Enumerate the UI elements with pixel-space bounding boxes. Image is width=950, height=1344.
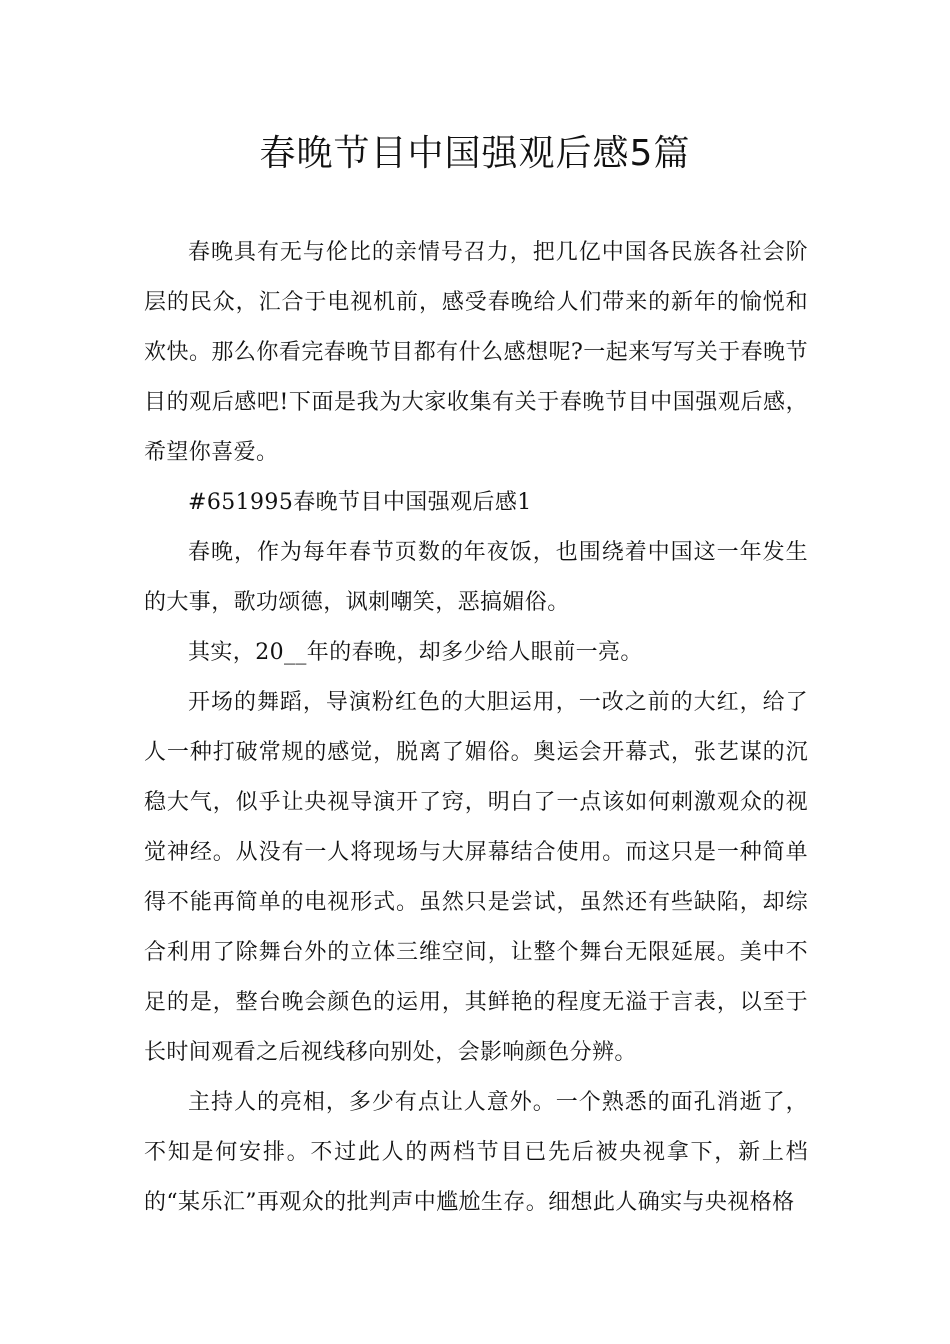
intro-paragraph: 春晚具有无与伦比的亲情号召力，把几亿中国各民族各社会阶层的民众，汇合于电视机前，感受春晚给人们带来的新年的愉悦和欢快。那么你看完春晚节目都有什么感想呢?一起来写写关于春晚节目的观后感吧!下面是我为大家收集有关于春晚节目中国强观后感，希望你喜爱。 xyxy=(144,240,808,465)
body-paragraph: 其实，20__年的春晚，却多少给人眼前一亮。 xyxy=(188,640,643,665)
document-title: 春晚节目中国强观后感5篇 xyxy=(259,133,691,174)
document-body xyxy=(144,228,808,1228)
section-heading: #651995春晚节目中国强观后感1 xyxy=(188,490,532,515)
body-paragraph: 春晚，作为每年春节页数的年夜饭，也围绕着中国这一年发生的大事，歌功颂德，讽刺嘲笑，恶搞媚俗。 xyxy=(144,540,808,615)
body-paragraph: 主持人的亮相，多少有点让人意外。一个熟悉的面孔消逝了，不知是何安排。不过此人的两档节目已先后被央视拿下，新上档的“某乐汇”再观众的批判声中尴尬生存。细想此人确实与央视格格 xyxy=(144,1090,808,1215)
body-paragraph: 开场的舞蹈，导演粉红色的大胆运用，一改之前的大红，给了人一种打破常规的感觉，脱离了媚俗。奥运会开幕式，张艺谋的沉稳大气，似乎让央视导演开了窍，明白了一点该如何刺激观众的视觉神经。从没有一人将现场与大屏幕结合使用。而这只是一种简单得不能再简单的电视形式。虽然只是尝试，虽然还有些缺陷，却综合利用了除舞台外的立体三维空间，让整个舞台无限延展。美中不足的是，整台晚会颜色的运用，其鲜艳的程度无溢于言表，以至于长时间观看之后视线移向别处，会影响颜色分辨。 xyxy=(144,690,808,1065)
